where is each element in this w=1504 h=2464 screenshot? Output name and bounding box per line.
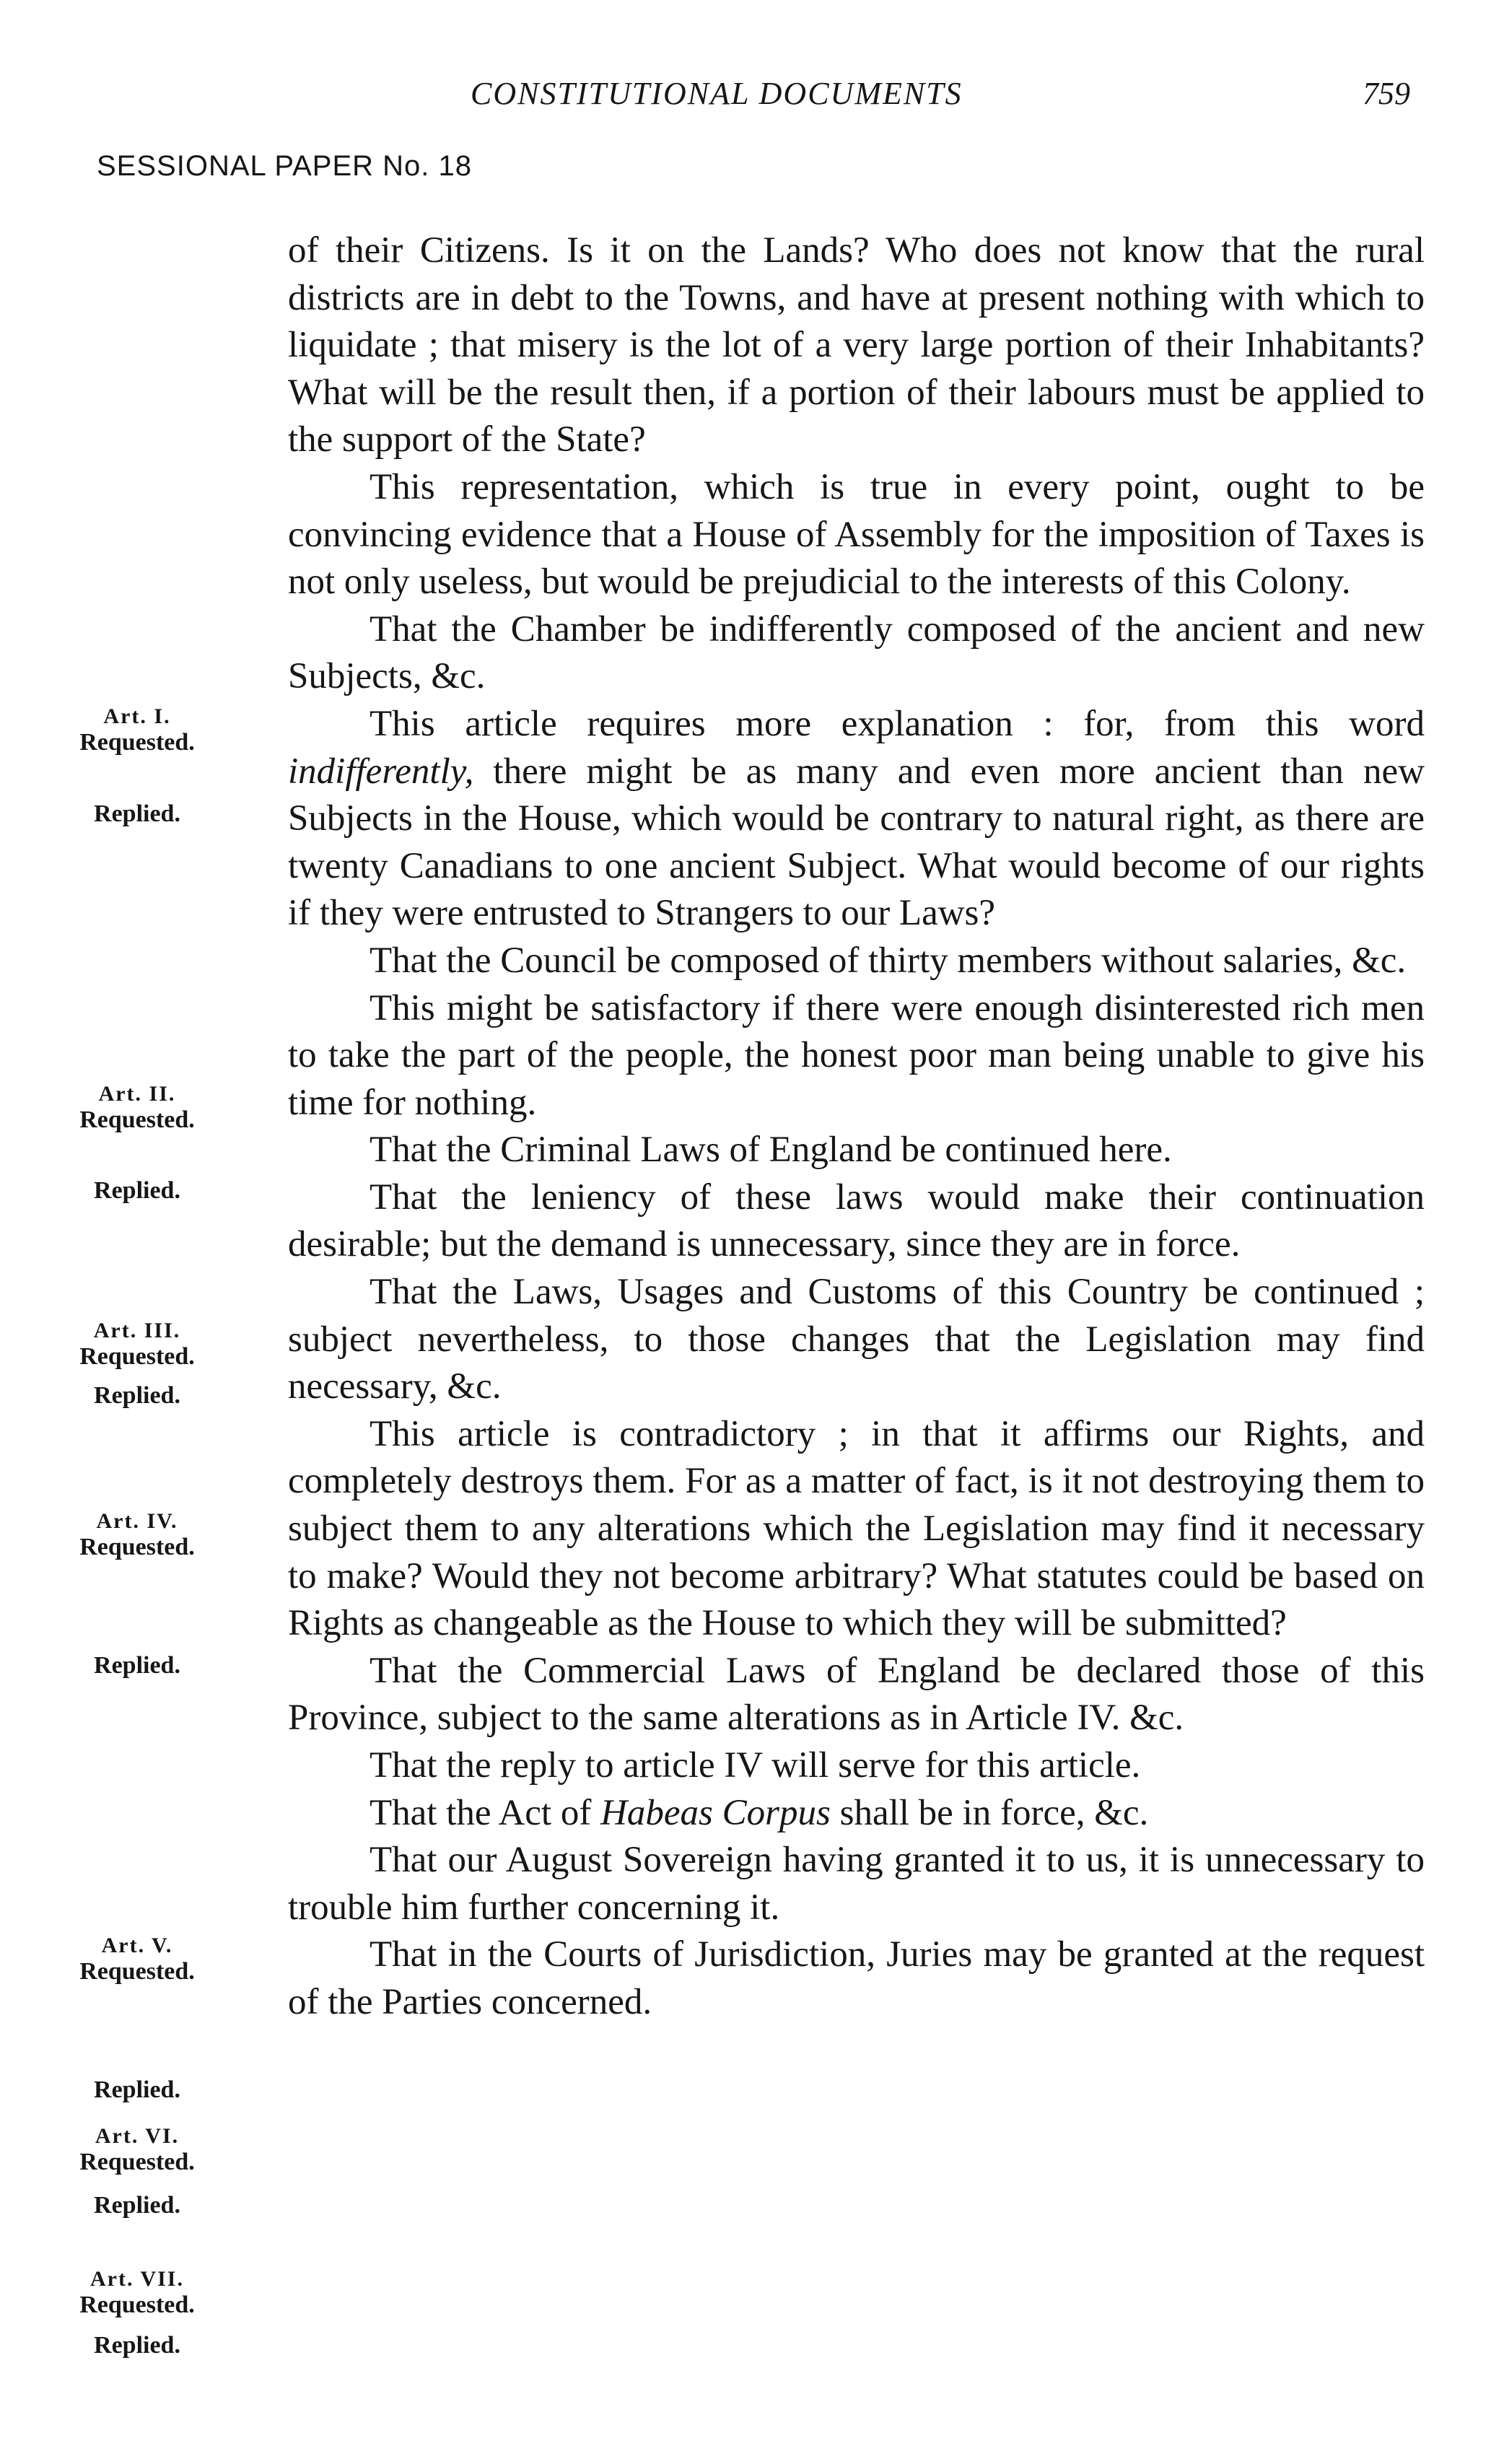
replied-label: Replied. [94, 2076, 180, 2103]
requested-label: Requested. [79, 2292, 195, 2318]
margin-note-replied-1 [29, 801, 245, 827]
margin-note-replied-5 [29, 2077, 245, 2103]
article-label: Art. III. [93, 1319, 181, 1342]
article-label: Art. II. [98, 1082, 176, 1106]
text-run: That the Act of [370, 1792, 601, 1833]
paragraph: This representation, which is true in every point, ought to be convincing evidence that a House of Assembly for the imposition of Taxes is not only useless, but would be prejudicial to the interests of this Colony. [288, 466, 1425, 603]
margin-note-replied-3 [29, 1383, 245, 1409]
margin-note-replied-2 [29, 1178, 245, 1204]
margin-note-replied-4 [29, 1653, 245, 1679]
running-title: CONSTITUTIONAL DOCUMENTS [471, 76, 963, 111]
replied-label: Replied. [94, 1382, 180, 1409]
text-run: there might be as many and even more ancient than new Subjects in the House, which would be contrary to natural right, as there are twenty Canadians to one ancient Subject. What would become of our rights if they were entrusted to Strangers to our Laws? [288, 751, 1425, 934]
margin-notes [0, 0, 289, 2464]
requested-label: Requested. [79, 1534, 195, 1560]
replied-label: Replied. [94, 1652, 180, 1679]
italic-term: indifferently, [288, 751, 474, 792]
paragraph: That the Criminal Laws of England be continued here. [370, 1130, 1172, 1171]
requested-label: Requested. [79, 1958, 195, 1985]
text-run: This article requires more explanation : for, from this word [370, 703, 1425, 744]
requested-label: Requested. [79, 2149, 195, 2175]
paragraph: That the leniency of these laws would make their continuation desirable; but the demand is unnecessary, since they are in force. [288, 1176, 1425, 1265]
requested-label: Requested. [79, 729, 195, 756]
margin-note-art3 [29, 1318, 245, 1370]
article-label: Art. IV. [96, 1509, 178, 1533]
margin-note-art2 [29, 1081, 245, 1133]
margin-note-art1 [29, 704, 245, 756]
paragraph: That in the Courts of Jurisdiction, Juries may be granted at the request of the Parties concerned. [288, 1934, 1425, 2022]
article-label: Art. V. [101, 1934, 173, 1957]
replied-label: Replied. [94, 2332, 180, 2359]
paragraph: That the Council be composed of thirty members without salaries, &c. [370, 940, 1407, 981]
article-label: Art. VII. [90, 2267, 184, 2291]
sessional-paper-label: SESSIONAL PAPER No. 18 [97, 150, 472, 182]
article-label: Art. I. [103, 704, 171, 728]
main-text [288, 227, 1425, 2027]
paragraph [288, 1790, 1425, 1838]
paragraph: That our August Sovereign having granted it to us, it is unnecessary to trouble him further concerning it. [288, 1840, 1425, 1928]
margin-note-art7 [29, 2266, 245, 2318]
margin-note-art5 [29, 1933, 245, 1985]
paragraph: That the reply to article IV will serve for this article. [370, 1745, 1141, 1786]
margin-note-art6 [29, 2123, 245, 2175]
paragraph: That the Commercial Laws of England be declared those of this Province, subject to the same alterations as in Article IV. &c. [288, 1650, 1425, 1739]
margin-note-replied-6 [29, 2193, 245, 2219]
replied-label: Replied. [94, 2192, 180, 2219]
margin-note-replied-7 [29, 2333, 245, 2359]
replied-label: Replied. [94, 1177, 180, 1204]
article-label: Art. VI. [95, 2124, 180, 2148]
margin-note-art4 [29, 1508, 245, 1560]
paragraph: That the Laws, Usages and Customs of this Country be continued ; subject nevertheless, to those changes that the Legislation may find necessary, &c. [288, 1272, 1425, 1407]
paragraph: That the Chamber be indifferently composed of the ancient and new Subjects, &c. [288, 608, 1425, 697]
paragraph: of their Citizens. Is it on the Lands? Who does not know that the rural districts are in debt to the Towns, and have at present nothing with which to liquidate ; that misery is the lot of a very large portion of their Inhabitants? What will be the result then, if a portion of their labours must be applied to the support of the State? [288, 230, 1425, 460]
replied-label: Replied. [94, 800, 180, 827]
requested-label: Requested. [79, 1106, 195, 1133]
requested-label: Requested. [79, 1343, 195, 1370]
paragraph: This article is contradictory ; in that it affirms our Rights, and completely destroys them. For as a matter of fact, is it not destroying them to subject them to any alterations which the Legislation may find it necessary to make? Would they not become arbitrary? What statutes could be based on Rights as changeable as the House to which they will be submitted? [288, 1413, 1425, 1644]
page-number: 759 [1363, 76, 1410, 111]
italic-term: Habeas Corpus [600, 1792, 831, 1833]
paragraph: This might be satisfactory if there were enough disinterested rich men to take the part of the people, the honest poor man being unable to give his time for nothing. [288, 987, 1425, 1123]
text-run: shall be in force, &c. [830, 1792, 1149, 1833]
paragraph [288, 701, 1425, 938]
